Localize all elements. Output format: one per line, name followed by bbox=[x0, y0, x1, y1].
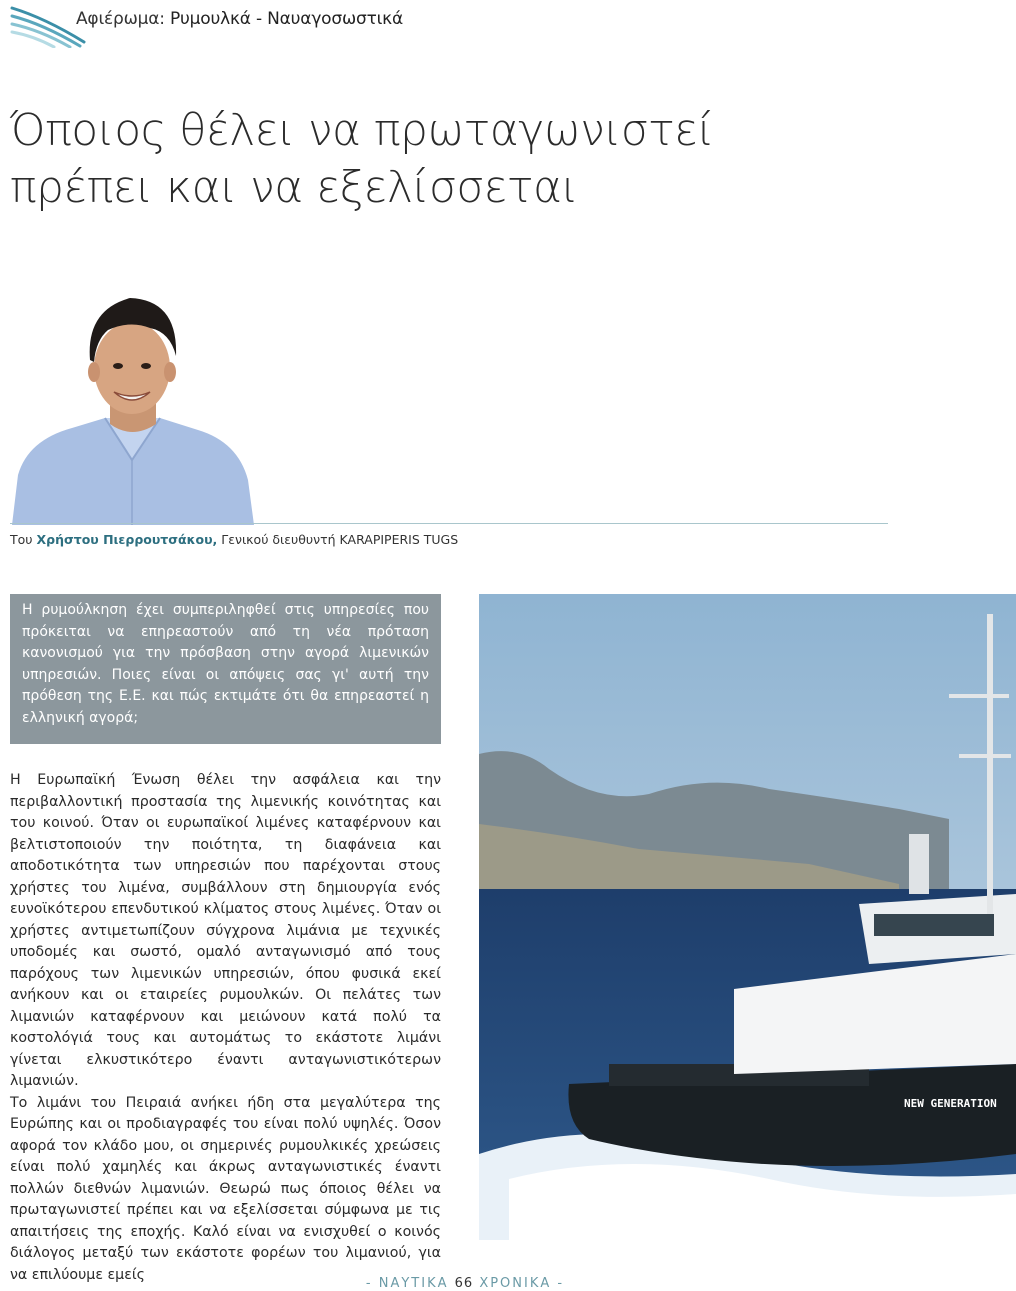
footer-magazine-right: ΧΡΟΝΙΚΑ - bbox=[479, 1276, 565, 1291]
body-paragraph-2: Το λιμάνι του Πειραιά ανήκει ήδη στα μεγαλύτερα της Ευρώπης και οι προδιαγραφές του είναι πολύ υψηλές. Όσον αφορά τον κλάδο μου, οι σημερινές ρυμουλκικές χρεώσεις είναι πολύ χαμηλές και άκρως ανταγωνιστικές έναντι πολλών διεθνών λιμανιών. Θεωρώ πως όποιος θέλει να πρωταγωνιστεί πρέπει και να εξελίσσεται σύμφωνα με τις απαιτήσεις της εποχής. Καλό είναι να ενισχυθεί ο κοινός διάλογος μεταξύ των εκάστοτε φορέων του λιμανιού, για να επιλύουμε εμείς bbox=[10, 1094, 441, 1283]
author-role: Γενικού διευθυντή KARAPIPERIS TUGS bbox=[221, 532, 459, 547]
author-portrait bbox=[10, 290, 260, 525]
boat-name: NEW GENERATION bbox=[904, 1097, 997, 1110]
author-byline bbox=[10, 532, 458, 547]
section-topic: Ρυμουλκά - Ναυαγοσωστικά bbox=[169, 9, 403, 29]
body-paragraph-1: Η Ευρωπαϊκή Ένωση θέλει την ασφάλεια και την περιβαλλοντική προστασία της λιμενικής κοινότητας και του κοινού. Όταν οι ευρωπαϊκοί λιμένες καταφέρνουν και βελτιστοποιούν την ποιότητα, τη διαφάνεια και αποδοτικότητα των υπηρεσιών που παρέχονται στους χρήστες του λιμένα, συμβάλλουν στη δημιουργία ενός ευνοϊκότερου επενδυτικού κλίματος στους λιμένες. Όταν οι χρήστες αντιμετωπίζουν σύγχρονα λιμάνια με τεχνικές υποδομές και σωστό, ομαλό ανταγωνισμό από τους παρόχους των λιμενικών υπηρεσιών, όπου φυσικά εκεί ανήκουν και οι εταιρείες ρυμουλκών. Οι πελάτες των λιμανιών καταφέρνουν και μειώνουν κατά πολύ τα κοστολόγιά τους και αυτομάτως το εκάστοτε λιμάνι γίνεται ελκυστικότερο έναντι ανταγωνιστικότερων λιμανιών. bbox=[10, 772, 441, 1089]
page-number: 66 bbox=[454, 1276, 474, 1291]
interview-question: Η ρυμούλκηση έχει συμπεριληφθεί στις υπηρεσίες που πρόκειται να επηρεαστούν από τη νέα πρόταση κανονισμού για την πρόσβαση στην αγορά λιμενικών υπηρεσιών. Ποιες είναι οι απόψεις σας γι' αυτή την πρόθεση της Ε.Ε. και πώς εκτιμάτε ότι θα επηρεαστεί η ελληνική αγορά; bbox=[10, 594, 441, 744]
title-line-2: πρέπει και να εξελίσσεται bbox=[10, 162, 578, 213]
page-footer bbox=[0, 1276, 930, 1291]
title-line-1: Όποιος θέλει να πρωταγωνιστεί bbox=[10, 105, 715, 156]
tugboat-photo bbox=[479, 594, 1016, 1240]
author-name: Χρήστου Πιερρουτσάκου, bbox=[36, 532, 218, 547]
article-title bbox=[10, 102, 770, 216]
byline-prefix: Του bbox=[10, 532, 33, 547]
section-header bbox=[10, 0, 610, 50]
section-kicker bbox=[76, 9, 403, 29]
footer-magazine-left: - ΝΑΥΤΙΚΑ bbox=[365, 1276, 449, 1291]
byline-divider bbox=[10, 523, 888, 524]
section-label: Αφιέρωμα: bbox=[76, 9, 165, 29]
article-body bbox=[10, 770, 441, 1286]
